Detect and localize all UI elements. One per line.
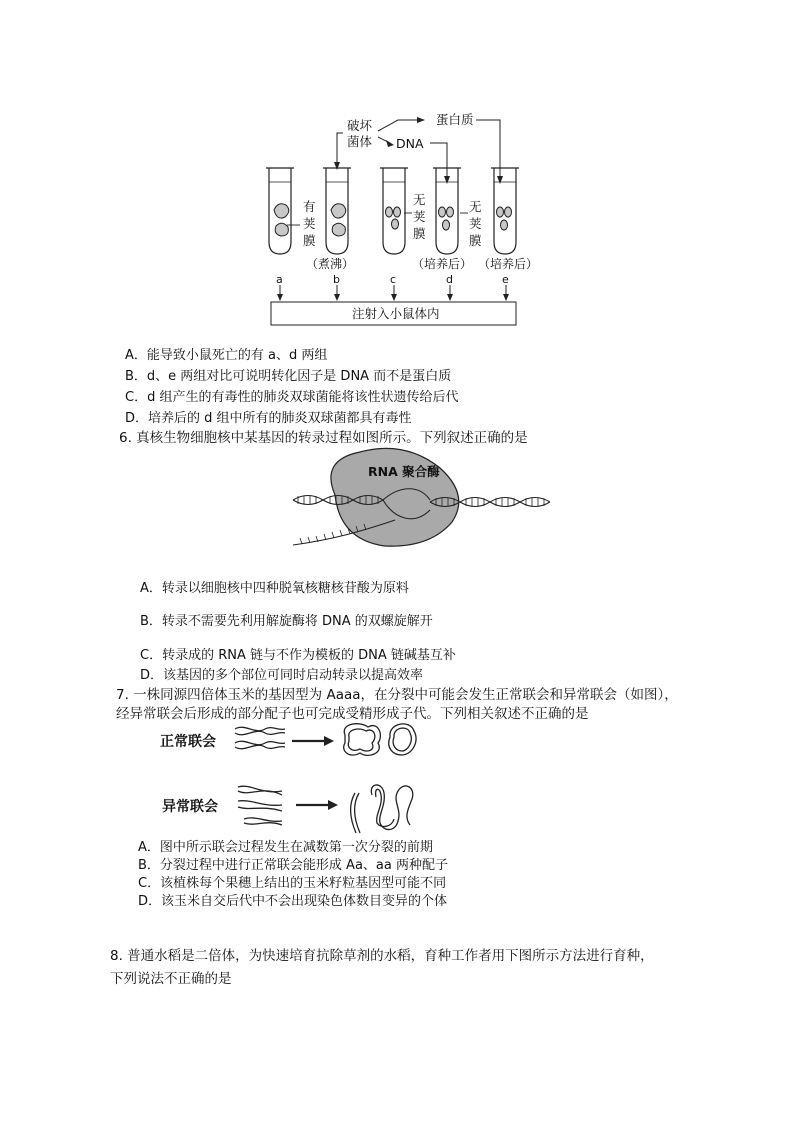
q6-option-d: D．该基因的多个部位可同时启动转录以提高效率 [140,668,424,683]
rough-bacterium [394,207,401,217]
q7-option-c: C．该植株每个果穗上结出的玉米籽粒基因型可能不同 [138,876,447,891]
capsuled-bacterium [274,204,289,218]
normal-synapsis-label: 正常联会 [160,734,216,750]
rough-bacterium [447,207,454,217]
capsuled-bacterium [332,223,345,236]
rough-bacterium [505,207,512,217]
label-destroy-top: 破坏 [347,118,373,133]
tube-label-d: d [446,273,453,286]
q6-option-a: A．转录以细胞核中四种脱氧核糖核苷酸为原料 [140,581,409,596]
cond-boil: （煮沸） [306,257,355,271]
tube-label-a: a [276,273,283,286]
capsuled-bacterium [275,223,288,236]
q5-option-a: A．能导致小鼠死亡的有 a、d 两组 [125,348,328,363]
label-capsule-yes: 有 [303,199,316,214]
q7-option-a: A．图中所示联会过程发生在减数第一次分裂的前期 [138,840,433,855]
q7-stem-line2: 经异常联会后形成的部分配子也可完成受精形成子代。下列相关叙述不正确的是 [116,706,589,722]
transformation-experiment-figure [0,0,794,340]
q7-stem-line1: 7. 一株同源四倍体玉米的基因型为 Aaaa，在分裂中可能会发生正常联会和异常联会（如图）， [116,687,678,703]
svg-text:膜: 膜 [413,226,426,241]
svg-text:荚: 荚 [303,216,316,231]
q8-stem-line2: 下列说法不正确的是 [110,971,232,987]
svg-text:膜: 膜 [303,233,316,248]
label-capsule-no: 无 [413,192,426,207]
q5-option-b: B．d、e 两组对比可说明转化因子是 DNA 而不是蛋白质 [125,369,452,384]
q7-option-d: D．该玉米自交后代中不会出现染色体数目变异的个体 [138,894,448,909]
rough-bacterium [392,219,399,229]
rough-bacterium [443,220,450,230]
transcription-figure [0,440,794,560]
abnormal-synapsis-label: 异常联会 [162,799,218,815]
svg-text:膜: 膜 [469,233,482,248]
tube-label-e: e [502,273,509,286]
q6-option-c: C．转录成的 RNA 链与不作为模板的 DNA 链碱基互补 [140,648,456,663]
tube-label-b: b [333,273,340,286]
q5-option-d: D．培养后的 d 组中所有的肺炎双球菌都具有毒性 [125,411,412,426]
tube-label-c: c [390,273,397,286]
svg-text:荚: 荚 [413,209,426,224]
rough-bacterium [439,207,446,217]
q7-option-b: B．分裂过程中进行正常联会能形成 Aa、aa 两种配子 [138,858,448,873]
synapsis-figure [0,715,794,840]
label-destroy-bottom: 菌体 [347,134,373,149]
q6-stem: 6. 真核生物细胞核中某基因的转录过程如图所示。下列叙述正确的是 [119,430,528,446]
q8-stem-line1: 8. 普通水稻是二倍体，为快速培育抗除草剂的水稻，育种工作者用下图所示方法进行育种， [110,948,654,964]
cond-cultured-d: （培养后） [412,257,473,271]
inject-label: 注射入小鼠体内 [352,306,440,321]
label-dna: DNA [396,136,424,151]
rough-bacterium [497,207,504,217]
rough-bacterium [501,220,508,230]
cond-cultured-e: （培养后） [478,257,539,271]
capsuled-bacterium [331,204,346,218]
label-capsule-no-e: 无 [469,199,482,214]
rna-polymerase-label: RNA 聚合酶 [368,464,440,479]
rough-bacterium [386,207,393,217]
q5-option-c: C．d 组产生的有毒性的肺炎双球菌能将该性状遗传给后代 [125,390,459,405]
q6-option-b: B．转录不需要先利用解旋酶将 DNA 的双螺旋解开 [140,614,433,629]
svg-text:荚: 荚 [469,216,482,231]
label-protein: 蛋白质 [436,112,474,127]
